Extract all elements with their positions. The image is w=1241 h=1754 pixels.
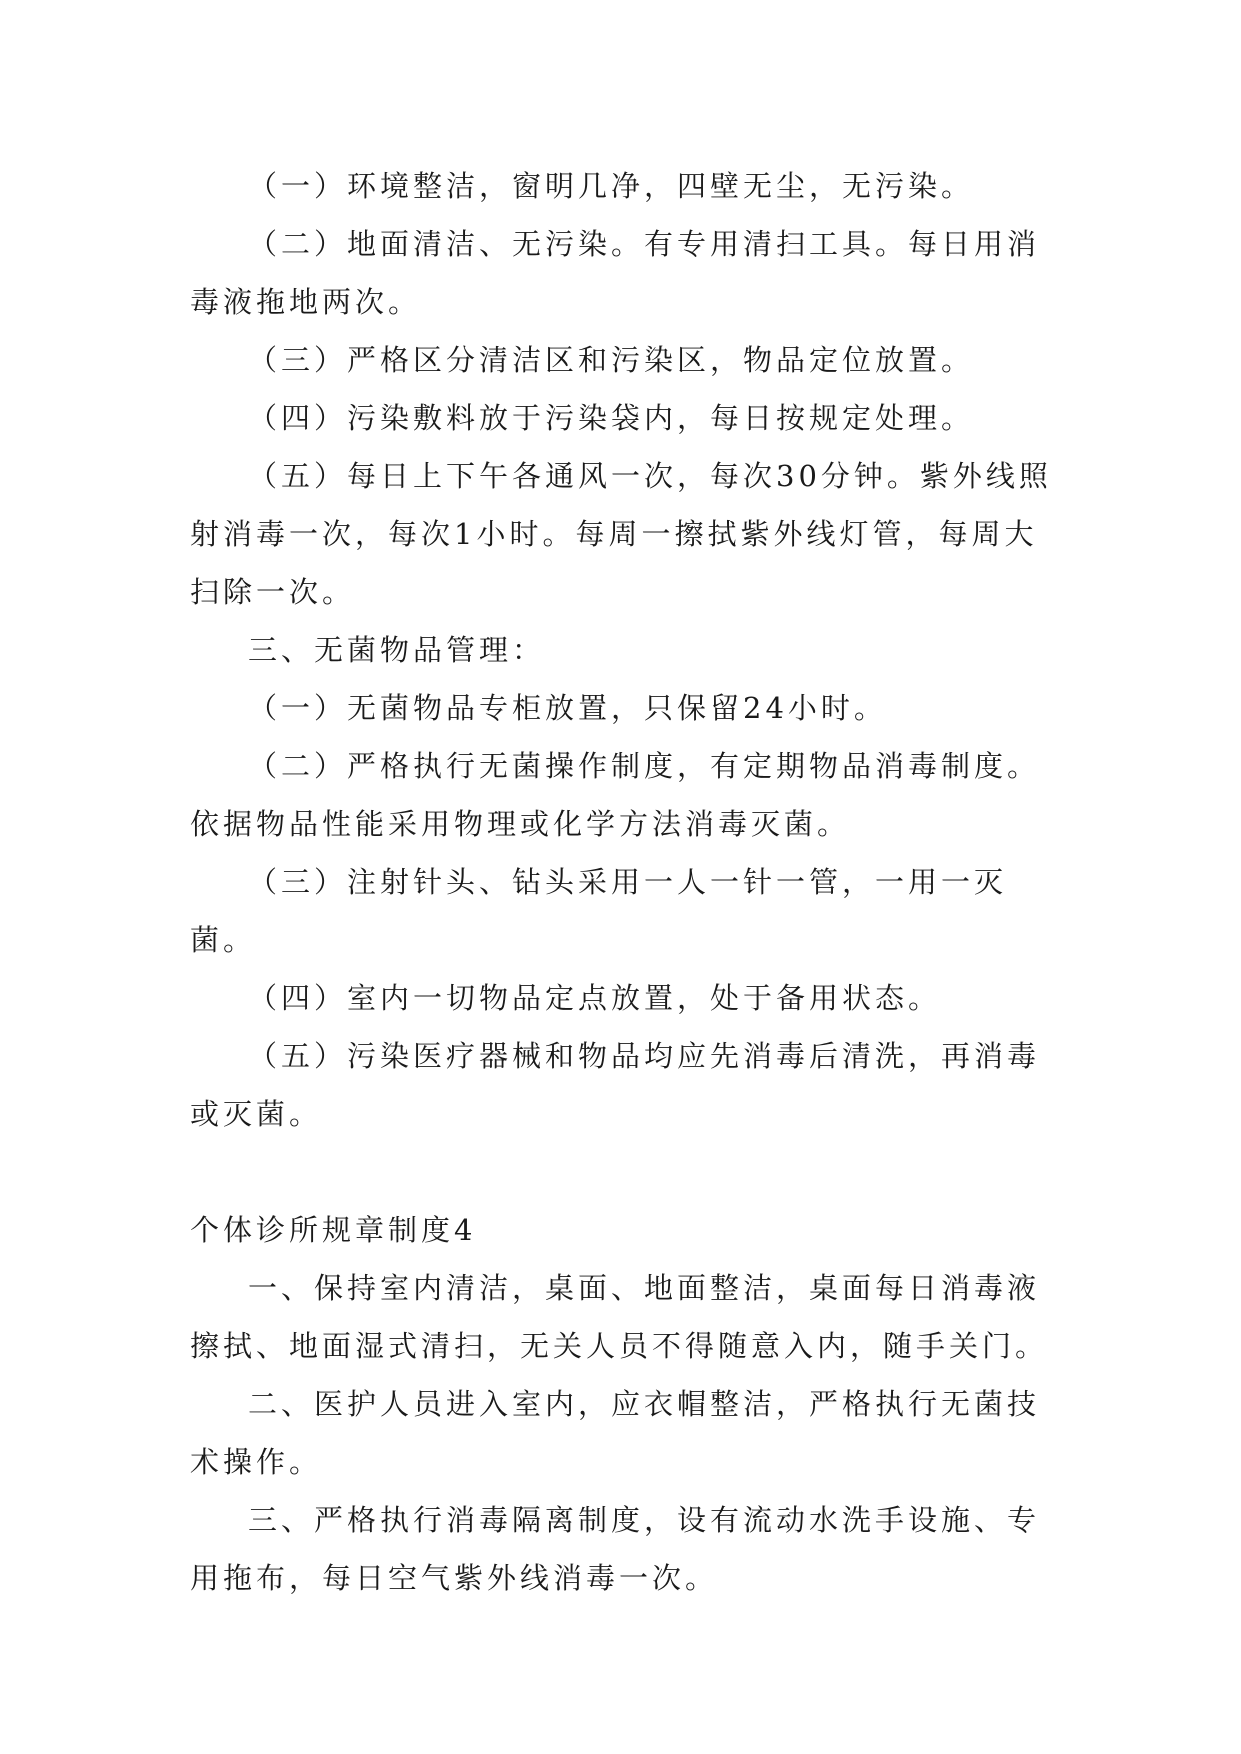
paragraph: （二）地面清洁、无污染。有专用清扫工具。每日用消毒液拖地两次。 — [190, 227, 1041, 319]
section-subheading: 三、无菌物品管理： — [248, 633, 546, 667]
document-body — [190, 157, 1070, 1607]
paragraph: （一）无菌物品专柜放置，只保留24小时。 — [248, 691, 887, 725]
paragraph: （四）室内一切物品定点放置，处于备用状态。 — [248, 981, 942, 1015]
paragraph: （三）注射针头、钻头采用一人一针一管，一用一灭菌。 — [190, 865, 1008, 957]
paragraph: （一）环境整洁，窗明几净，四壁无尘，无污染。 — [248, 169, 975, 203]
section-title: 个体诊所规章制度4 — [190, 1213, 477, 1247]
paragraph: （二）严格执行无菌操作制度，有定期物品消毒制度。依据物品性能采用物理或化学方法消毒灭菌。 — [190, 749, 1041, 841]
paragraph: （五）每日上下午各通风一次，每次30分钟。紫外线照射消毒一次，每次1小时。每周一擦拭紫外线灯管，每周大扫除一次。 — [190, 459, 1052, 609]
paragraph: 一、保持室内清洁，桌面、地面整洁，桌面每日消毒液擦拭、地面湿式清扫，无关人员不得随意入内，随手关门。 — [190, 1271, 1049, 1363]
paragraph: （五）污染医疗器械和物品均应先消毒后清洗，再消毒或灭菌。 — [190, 1039, 1041, 1131]
paragraph: （四）污染敷料放于污染袋内，每日按规定处理。 — [248, 401, 975, 435]
paragraph: 三、严格执行消毒隔离制度，设有流动水洗手设施、专用拖布，每日空气紫外线消毒一次。 — [190, 1503, 1041, 1595]
paragraph: （三）严格区分清洁区和污染区，物品定位放置。 — [248, 343, 975, 377]
section-gap — [190, 1143, 1070, 1201]
paragraph: 二、医护人员进入室内，应衣帽整洁，严格执行无菌技术操作。 — [190, 1387, 1041, 1479]
